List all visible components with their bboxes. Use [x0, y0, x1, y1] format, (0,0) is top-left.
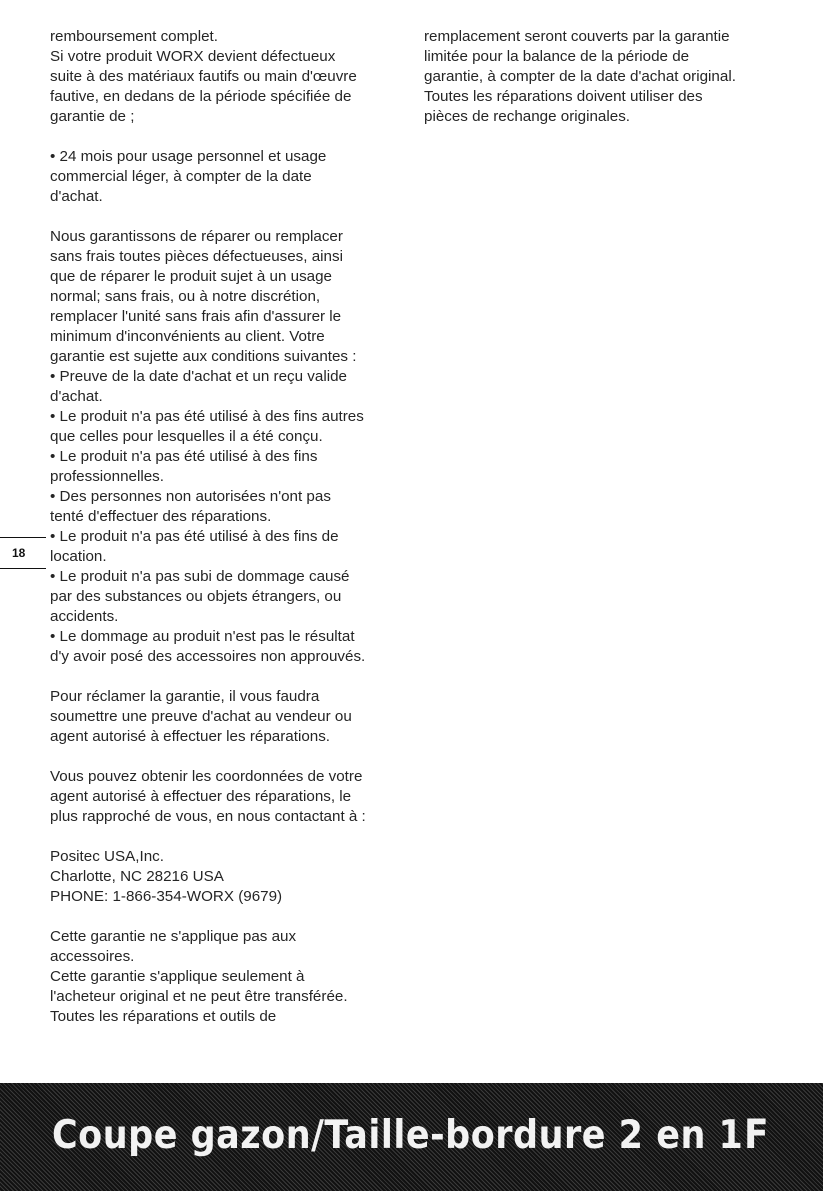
left-column [50, 27, 410, 1027]
paragraph-refund [50, 27, 410, 127]
text-line: garantie de ; [50, 108, 135, 125]
text-line: Vous pouvez obtenir les coordonnées de votre [50, 768, 363, 785]
paragraph-claim [50, 687, 410, 747]
paragraph-gap [50, 207, 410, 227]
text-line: sans frais toutes pièces défectueuses, ainsi [50, 248, 343, 265]
text-line: d'achat. [50, 188, 103, 205]
text-line: remboursement complet. [50, 28, 218, 45]
paragraph-warranty-period [50, 147, 410, 207]
paragraph-address [50, 847, 410, 907]
text-line: • Le produit n'a pas été utilisé à des fins autres [50, 408, 364, 425]
page-number-rule-bottom [0, 568, 46, 569]
text-line: limitée pour la balance de la période de [424, 48, 690, 65]
text-line: commercial léger, à compter de la date [50, 168, 312, 185]
text-line: • Preuve de la date d'achat et un reçu valide [50, 368, 347, 385]
text-line: Nous garantissons de réparer ou remplacer [50, 228, 343, 245]
text-line: par des substances ou objets étrangers, ou [50, 588, 342, 605]
right-column [424, 27, 784, 127]
paragraph-gap [50, 127, 410, 147]
text-line: d'y avoir posé des accessoires non approuvés. [50, 648, 366, 665]
company-name: Positec USA,Inc. [50, 848, 164, 865]
text-line: suite à des matériaux fautifs ou main d'œuvre [50, 68, 357, 85]
text-line: Cette garantie s'applique seulement à [50, 968, 305, 985]
text-line: Pour réclamer la garantie, il vous faudra [50, 688, 320, 705]
text-line: normal; sans frais, ou à notre discrétion, [50, 288, 321, 305]
text-line: location. [50, 548, 107, 565]
text-line: remplacement seront couverts par la garantie [424, 28, 730, 45]
text-line: d'achat. [50, 388, 103, 405]
text-line: Si votre produit WORX devient défectueux [50, 48, 336, 65]
paragraph-contact [50, 767, 410, 827]
text-line: tenté d'effectuer des réparations. [50, 508, 272, 525]
text-line: • Le produit n'a pas été utilisé à des fins [50, 448, 318, 465]
text-line: • Des personnes non autorisées n'ont pas [50, 488, 331, 505]
text-line: que de réparer le produit sujet à un usage [50, 268, 333, 285]
text-line: soumettre une preuve d'achat au vendeur ou [50, 708, 352, 725]
text-line: Toutes les réparations doivent utiliser des [424, 88, 703, 105]
footer-language-letter: F [744, 1112, 769, 1159]
footer-product-title: Coupe gazon/Taille-bordure 2 en 1 [52, 1113, 744, 1159]
text-line: professionnelles. [50, 468, 164, 485]
text-line: accidents. [50, 608, 119, 625]
paragraph-exclusions [50, 927, 410, 1027]
text-line: agent autorisé à effectuer les réparations. [50, 728, 331, 745]
paragraph-replacement [424, 27, 784, 127]
text-line: accessoires. [50, 948, 135, 965]
page-number-rule-top [0, 537, 46, 538]
text-line: • Le produit n'a pas été utilisé à des fins de [50, 528, 339, 545]
text-line: minimum d'inconvénients au client. Votre [50, 328, 325, 345]
text-line: garantie est sujette aux conditions suivantes : [50, 348, 357, 365]
text-line: remplacer l'unité sans frais afin d'assurer le [50, 308, 342, 325]
text-line: garantie, à compter de la date d'achat original. [424, 68, 736, 85]
text-line: agent autorisé à effectuer des réparations, le [50, 788, 352, 805]
company-phone: PHONE: 1-866-354-WORX (9679) [50, 888, 283, 905]
footer-banner [0, 1083, 823, 1191]
text-line: Toutes les réparations et outils de [50, 1008, 277, 1025]
company-city: Charlotte, NC 28216 USA [50, 868, 224, 885]
paragraph-gap [50, 827, 410, 847]
text-line: Cette garantie ne s'applique pas aux [50, 928, 297, 945]
text-line: plus rapproché de vous, en nous contactant à : [50, 808, 366, 825]
paragraph-conditions [50, 227, 410, 667]
text-line: • Le produit n'a pas subi de dommage causé [50, 568, 350, 585]
text-line: l'acheteur original et ne peut être transférée. [50, 988, 348, 1005]
text-line: pièces de rechange originales. [424, 108, 631, 125]
paragraph-gap [50, 907, 410, 927]
text-line: • Le dommage au produit n'est pas le résultat [50, 628, 355, 645]
paragraph-gap [50, 667, 410, 687]
text-line: • 24 mois pour usage personnel et usage [50, 148, 327, 165]
text-line: fautive, en dedans de la période spécifiée de [50, 88, 352, 105]
page-number: 18 [12, 546, 26, 560]
paragraph-gap [50, 747, 410, 767]
page-number-tab [0, 537, 46, 569]
text-line: que celles pour lesquelles il a été conçu. [50, 428, 323, 445]
